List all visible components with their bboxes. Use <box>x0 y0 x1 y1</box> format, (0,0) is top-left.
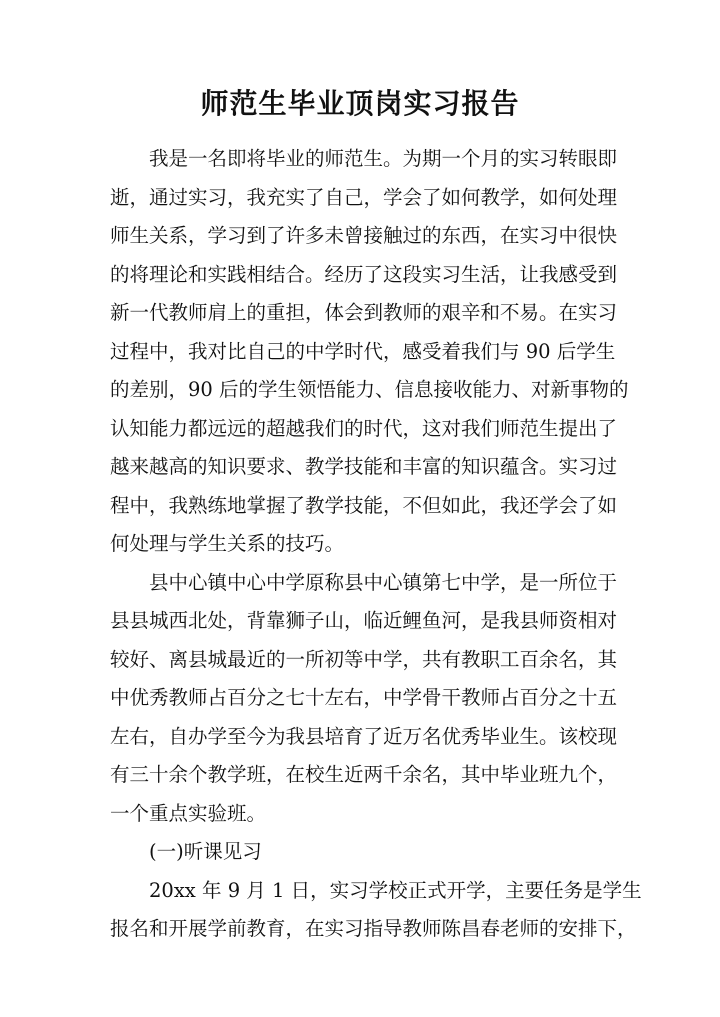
paragraph-intro <box>110 140 629 564</box>
text-line: 中优秀教师占百分之七十左右，中学骨干教师占百分之十五 <box>110 686 618 709</box>
text-line: 报名和开展学前教育，在实习指导教师陈昌春老师的安排下， <box>110 917 637 940</box>
text-line: 的差别，90 后的学生领悟能力、信息接收能力、对新事物的 <box>110 378 629 401</box>
text-line: 有三十余个教学班，在校生近两千余名，其中毕业班九个， <box>110 763 618 786</box>
document-title: 师范生毕业顶岗实习报告 <box>200 87 520 120</box>
paragraph-school <box>110 564 618 834</box>
text-line: 20xx 年 9 月 1 日，实习学校正式开学，主要任务是学生 <box>149 878 642 902</box>
text-line: 县中心镇中心中学原称县中心镇第七中学，是一所位于 <box>149 570 618 594</box>
text-line: 我是一名即将毕业的师范生。为期一个月的实习转眼即 <box>149 147 618 170</box>
text-line: 新一代教师肩上的重担，体会到教师的艰辛和不易。在实习 <box>110 301 618 324</box>
text-line: 的将理论和实践相结合。经历了这段实习生活，让我感受到 <box>110 262 618 286</box>
text-line: 一个重点实验班。 <box>110 801 267 825</box>
text-line: 越来越高的知识要求、教学技能和丰富的知识蕴含。实习过 <box>110 455 618 478</box>
paragraph-observation <box>110 872 642 949</box>
text-line: 左右，自办学至今为我县培育了近万名优秀毕业生。该校现 <box>110 724 618 748</box>
text-line: 过程中，我对比自己的中学时代，感受着我们与 90 后学生 <box>110 339 616 363</box>
text-line: 县县城西北处，背靠狮子山，临近鲤鱼河，是我县师资相对 <box>110 609 618 632</box>
text-line: 较好、离县城最近的一所初等中学，共有教职工百余名，其 <box>110 647 618 671</box>
section-heading-text: (一)听课见习 <box>149 840 262 863</box>
document-body <box>110 140 642 949</box>
section-heading <box>110 833 612 872</box>
text-line: 何处理与学生关系的技巧。 <box>110 532 345 555</box>
text-line: 程中，我熟练地掌握了教学技能，不但如此，我还学会了如 <box>110 493 618 517</box>
text-line: 认知能力都远远的超越我们的时代，这对我们师范生提出了 <box>110 416 618 440</box>
text-line: 师生关系，学习到了许多未曾接触过的东西，在实习中很快 <box>110 224 618 247</box>
text-line: 逝，通过实习，我充实了自己，学会了如何教学，如何处理 <box>110 185 618 209</box>
